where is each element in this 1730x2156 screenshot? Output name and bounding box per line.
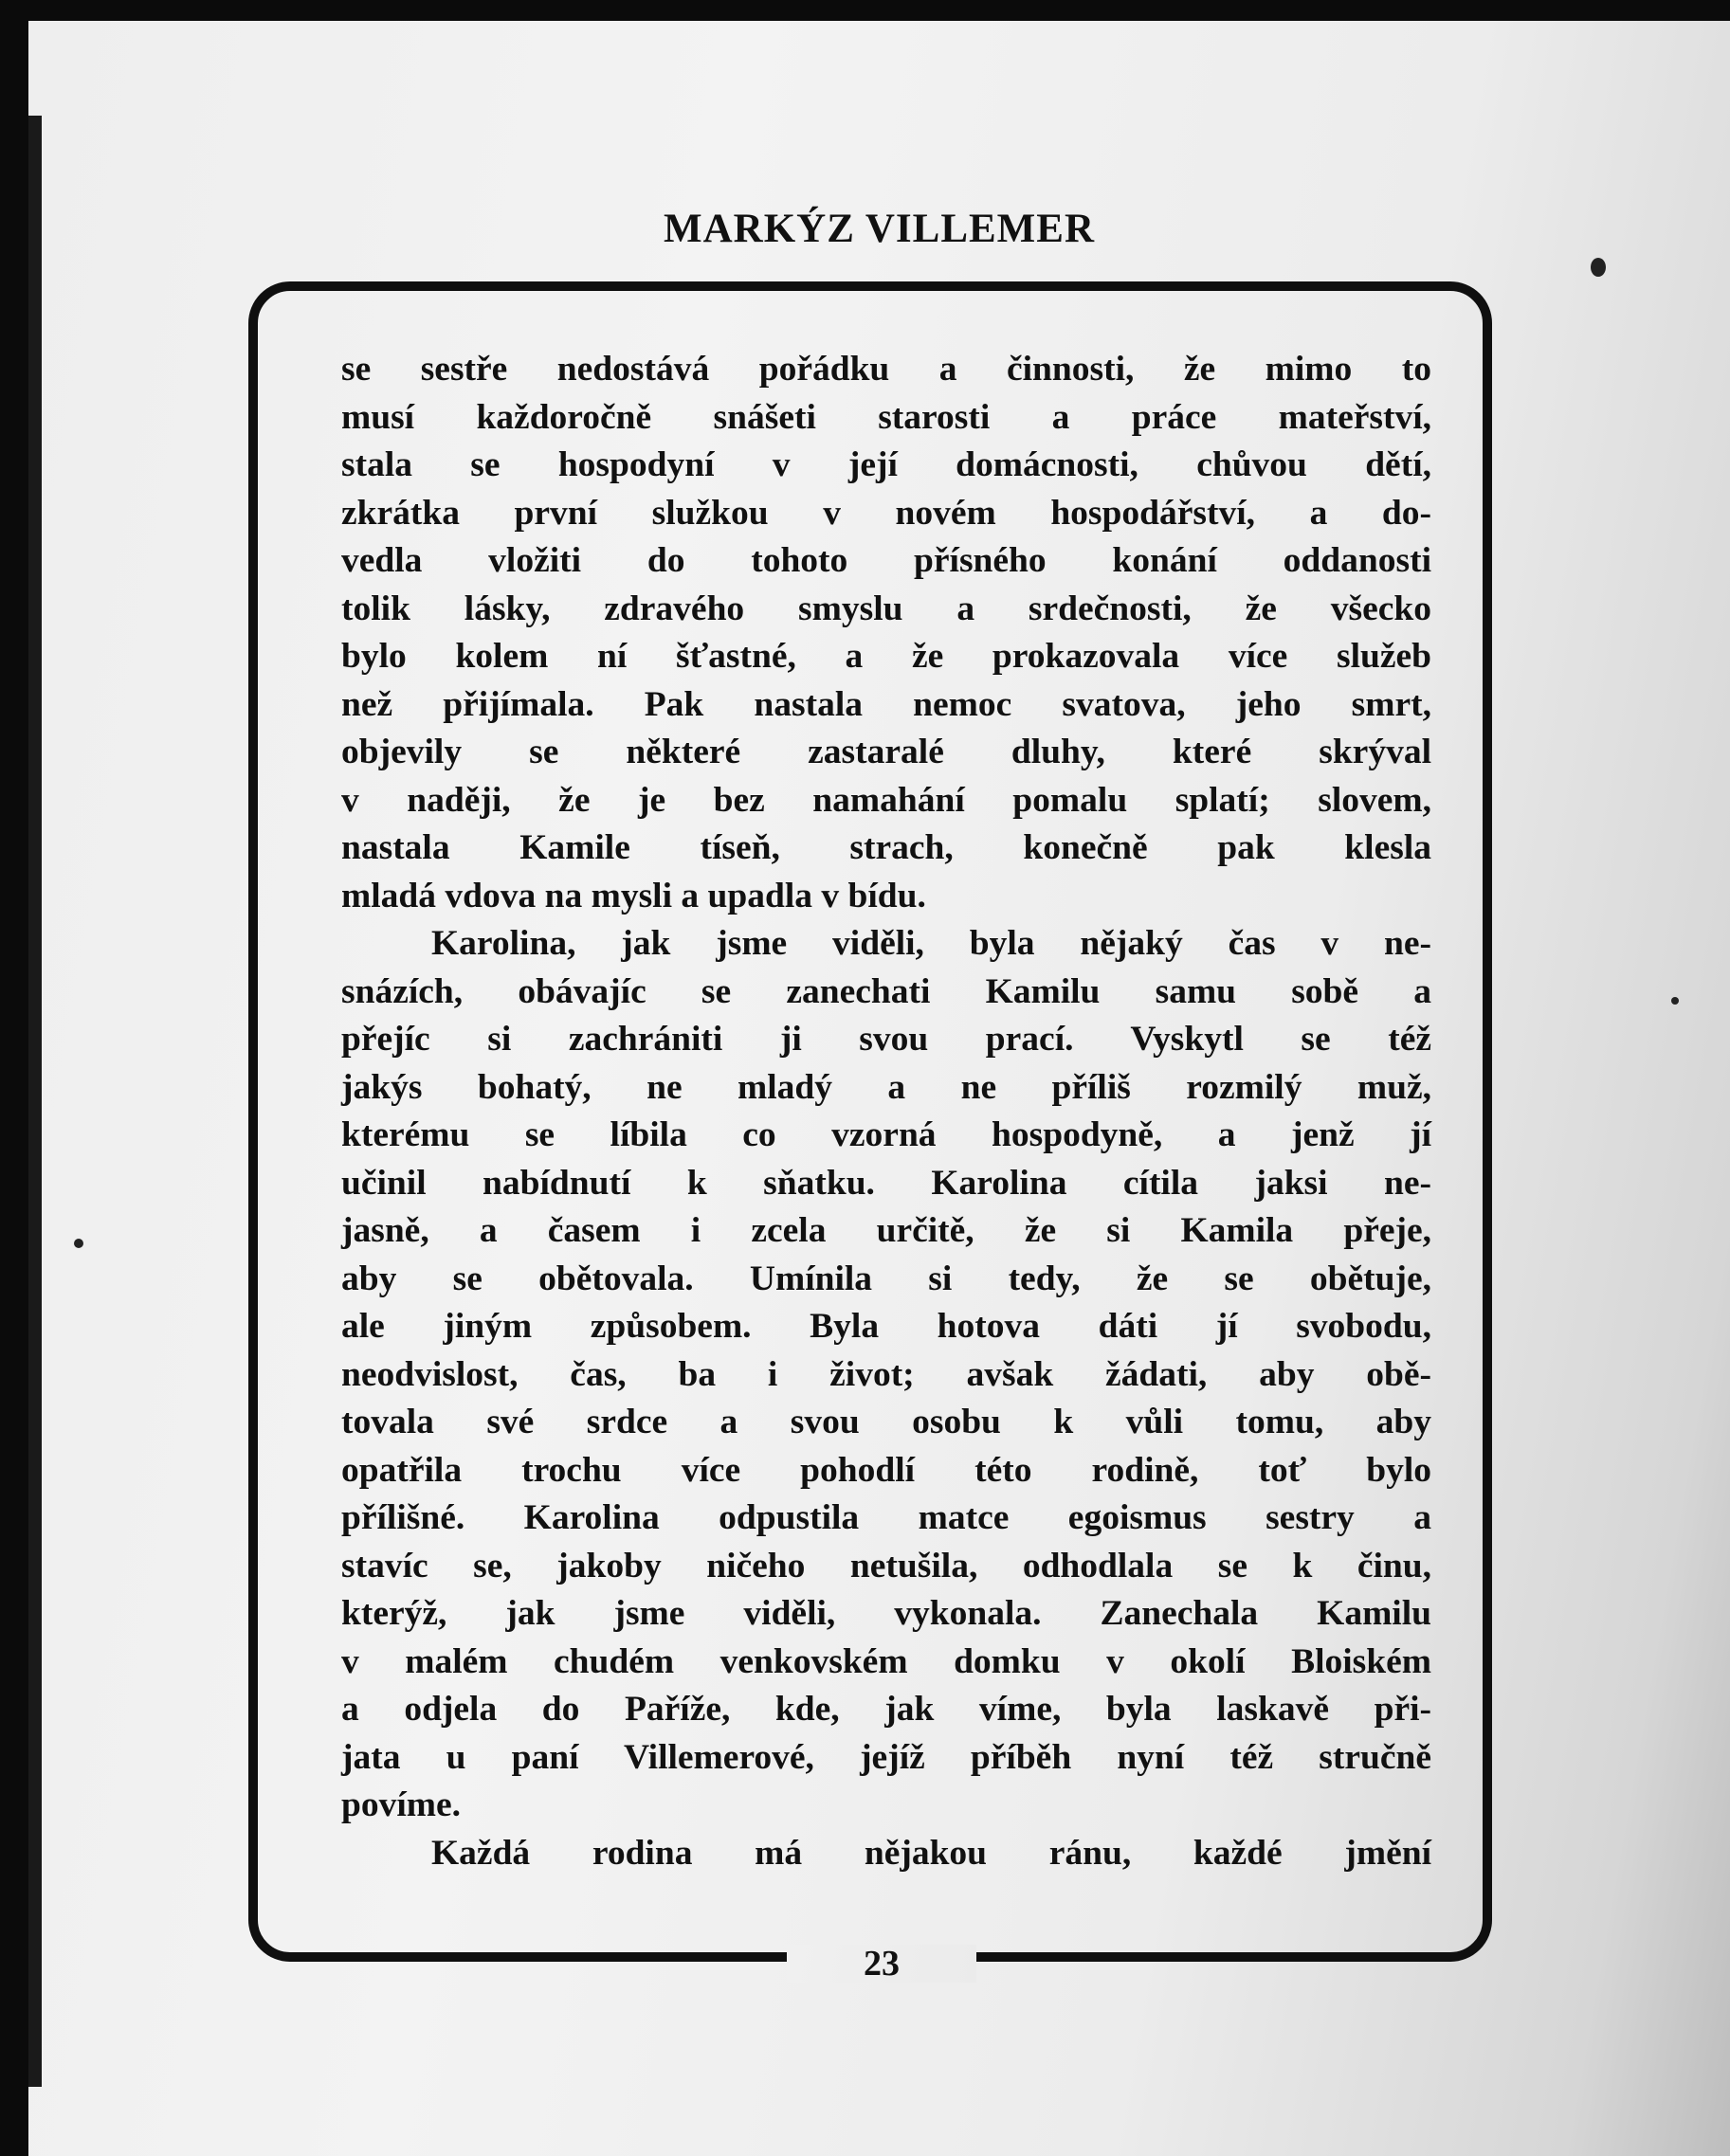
text-line: kterému se líbila co vzorná hospodyně, a jenž jí: [341, 1115, 1431, 1154]
text-line: tovala své srdce a svou osobu k vůli tomu, aby: [341, 1403, 1431, 1441]
text-line: jakýs bohatý, ne mladý a ne příliš rozmilý muž,: [341, 1067, 1431, 1107]
text-line: snázích, obávajíc se zanechati Kamilu samu sobě a: [341, 971, 1431, 1011]
text-line: v naději, že je bez namahání pomalu splatí; slovem,: [341, 780, 1431, 820]
running-head: MARKÝZ VILLEMER: [664, 207, 1095, 251]
text-line: jasně, a časem i zcela určitě, že si Kamila přeje,: [341, 1211, 1431, 1250]
text-line: v malém chudém venkovském domku v okolí Bloiském: [341, 1641, 1431, 1681]
text-line: přílišné. Karolina odpustila matce egoismus sestry a: [341, 1498, 1431, 1537]
text-line: opatřila trochu více pohodlí této rodině, toť bylo: [341, 1450, 1431, 1490]
text-line: se sestře nedostává pořádku a činnosti, že mimo to: [341, 350, 1431, 389]
text-line: učinil nabídnutí k sňatku. Karolina cítila jaksi ne-: [341, 1163, 1431, 1203]
text-line: povíme.: [341, 1785, 462, 1824]
book-page: [28, 21, 1730, 2156]
text-line: aby se obětovala. Umínila si tedy, že se obětuje,: [341, 1259, 1431, 1298]
text-line: Každá rodina má nějakou ránu, každé jmění: [431, 1833, 1431, 1873]
text-line: stavíc se, jakoby ničeho netušila, odhodlala se k činu,: [341, 1546, 1431, 1585]
text-line: tolik lásky, zdravého smyslu a srdečnosti, že všecko: [341, 589, 1431, 628]
binding-edge: [28, 116, 42, 2087]
text-line: zkrátka první služkou v novém hospodářství, a do-: [341, 493, 1431, 533]
body-text: [341, 346, 1431, 1877]
text-line: Karolina, jak jsme viděli, byla nějaký čas v ne-: [431, 924, 1431, 963]
text-line: vedla vložiti do tohoto přísného konání oddanosti: [341, 541, 1431, 580]
text-line: než přijímala. Pak nastala nemoc svatova, jeho smrt,: [341, 684, 1431, 724]
text-line: jata u paní Villemerové, jejíž příběh nyní též stručně: [341, 1737, 1431, 1777]
text-line: přejíc si zachrániti ji svou prací. Vyskytl se též: [341, 1020, 1431, 1059]
text-line: objevily se některé zastaralé dluhy, které skrýval: [341, 733, 1431, 771]
text-line: mladá vdova na mysli a upadla v bídu.: [341, 876, 926, 915]
text-line: nastala Kamile tíseň, strach, konečně pak klesla: [341, 828, 1431, 867]
text-line: a odjela do Paříže, kde, jak víme, byla laskavě při-: [341, 1690, 1431, 1729]
text-line: musí každoročně snášeti starosti a práce mateřství,: [341, 397, 1431, 437]
text-line: neodvislost, čas, ba i život; avšak žádati, aby obě-: [341, 1354, 1431, 1394]
ink-speck: [1591, 258, 1606, 277]
page-number: 23: [864, 1944, 900, 1984]
text-line: kterýž, jak jsme viděli, vykonala. Zanechala Kamilu: [341, 1594, 1431, 1633]
ink-speck: [74, 1239, 83, 1248]
text-line: stala se hospodyní v její domácnosti, chůvou dětí,: [341, 445, 1431, 484]
ink-speck: [1671, 997, 1679, 1005]
text-line: bylo kolem ní šťastné, a že prokazovala více služeb: [341, 637, 1431, 676]
text-line: ale jiným způsobem. Byla hotova dáti jí svobodu,: [341, 1307, 1431, 1346]
